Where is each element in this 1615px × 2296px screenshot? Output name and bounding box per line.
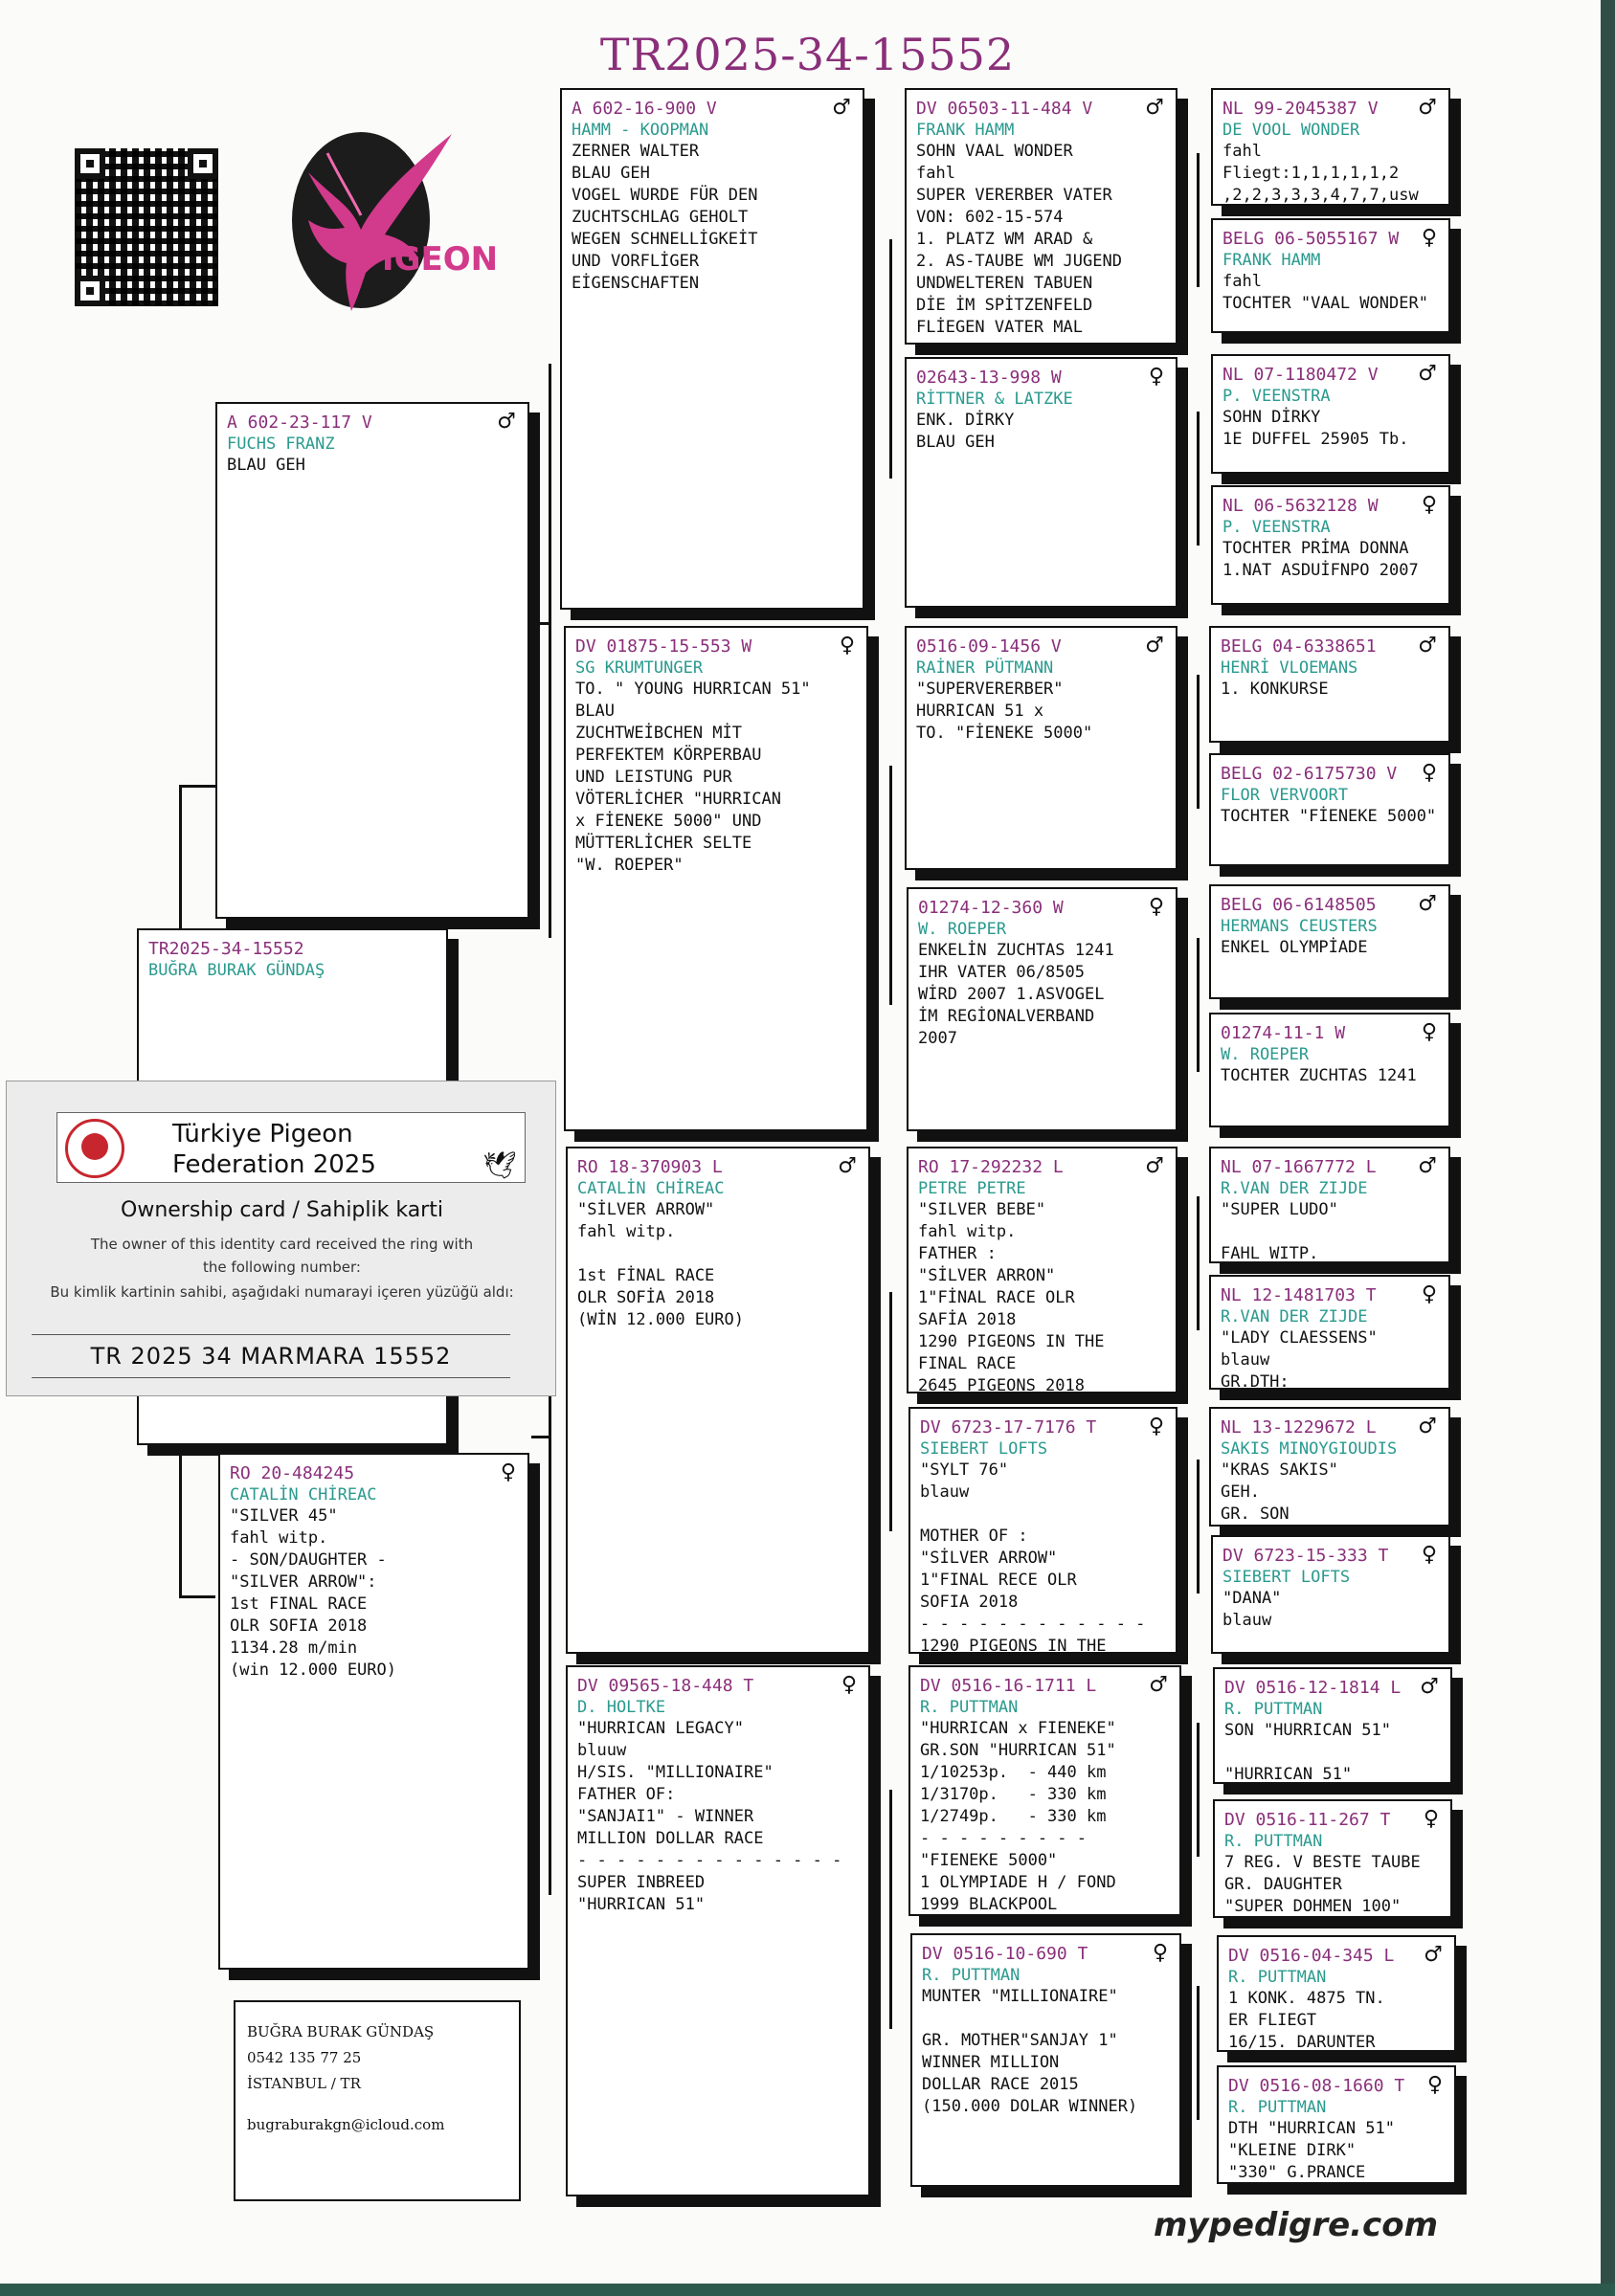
- pigeon-notes: SON "HURRICAN 51" "HURRICAN 51": [1224, 1721, 1391, 1784]
- contact-phone: 0542 135 77 25: [247, 2049, 362, 2066]
- pigeon-notes: MUNTER "MILLIONAIRE" GR. MOTHER"SANJAY 1" WINNER MILLION DOLLAR RACE 2015 (150.000 DOLAR WINNER): [922, 1987, 1138, 2116]
- ring-number: BELG 02-6175730 V: [1221, 764, 1398, 784]
- female-icon: ♀: [500, 1460, 516, 1484]
- ring-number: DV 09565-18-448 T: [577, 1676, 754, 1696]
- ring-number: DV 6723-15-333 T: [1222, 1546, 1389, 1566]
- federation-line-2: Federation 2025: [172, 1150, 376, 1179]
- ring-number: A 602-23-117 V: [227, 412, 372, 433]
- contact-city: İSTANBUL / TR: [247, 2075, 361, 2092]
- g4-box: [1213, 1799, 1452, 1918]
- g4-box: [1211, 354, 1450, 474]
- bottom-strip: [0, 2284, 1615, 2296]
- ring-number: NL 06-5632128 W: [1222, 496, 1379, 516]
- breeder-name: RİTTNER & LATZKE: [916, 390, 1073, 409]
- pigeon-notes: TO. " YOUNG HURRICAN 51" BLAU ZUCHTWEİBCHEN MİT PERFEKTEM KÖRPERBAU UND LEISTUNG PUR VÖTERLİCHER "HURRICAN x FİENEKE 5000" UND MÜTTERLİCHER SELTE "W. ROEPER": [575, 680, 811, 875]
- subject-ring: TR2025-34-15552: [148, 939, 304, 959]
- connector: [179, 785, 215, 788]
- pigeon-notes: SOHN VAAL WONDER fahl SUPER VERERBER VATER VON: 602-15-574 1. PLATZ WM ARAD & 2. AS-TAUBE WM JUGEND UNDWELTEREN TABUEN DİE İM SPİTZENFELD FLİEGEN VATER MAL: [916, 142, 1122, 337]
- breeder-name: D. HOLTKE: [577, 1698, 666, 1717]
- breeder-name: R. PUTTMAN: [922, 1966, 1021, 1985]
- breeder-name: R. PUTTMAN: [1228, 1968, 1327, 1987]
- pigeon-notes: ENK. DİRKY BLAU GEH: [916, 411, 1015, 452]
- male-icon: ♂: [1418, 892, 1437, 916]
- ring-number: BELG 06-6148505: [1221, 895, 1377, 915]
- female-icon: ♀: [839, 634, 855, 658]
- g4-box: [1209, 753, 1450, 866]
- female-icon: ♀: [1148, 365, 1164, 389]
- ring-number: 01274-11-1 W: [1221, 1023, 1346, 1043]
- pigeon-notes: TOCHTER PRİMA DONNA 1.NAT ASDUİFNPO 2007: [1222, 539, 1419, 580]
- granddam-maternal-box: [566, 1665, 870, 2196]
- grandsire-paternal-box: [560, 88, 864, 610]
- pigeon-notes: fahl Fliegt:1,1,1,1,1,2 ,2,2,3,3,3,4,7,7,usw: [1222, 142, 1419, 205]
- breeder-name: FRANK HAMM: [1222, 251, 1321, 270]
- female-icon: ♀: [1421, 1282, 1437, 1306]
- connector: [1197, 1196, 1200, 1330]
- ring-number: DV 0516-08-1660 T: [1228, 2076, 1405, 2096]
- female-icon: ♀: [841, 1673, 857, 1697]
- male-icon: ♂: [1418, 362, 1437, 386]
- connector: [889, 1790, 892, 2029]
- great-grandparent-box: [907, 887, 1178, 1131]
- breeder-name: PETRE PETRE: [918, 1179, 1026, 1198]
- breeder-name: R. PUTTMAN: [1224, 1832, 1323, 1851]
- breeder-name: FRANK HAMM: [916, 121, 1015, 140]
- g4-box: [1209, 1147, 1450, 1263]
- male-icon: ♂: [1418, 634, 1437, 658]
- ring-number: DV 01875-15-553 W: [575, 636, 752, 657]
- breeder-name: P. VEENSTRA: [1222, 518, 1331, 537]
- female-icon: ♀: [1421, 493, 1437, 517]
- pigeon-notes: ZERNER WALTER BLAU GEH VOGEL WURDE FÜR DEN ZUCHTSCHLAG GEHOLT WEGEN SCHNELLİGKEİT UND VORFLİGER EİGENSCHAFTEN: [572, 142, 758, 293]
- g4-box: [1217, 1935, 1456, 2052]
- qr-code-icon: [75, 148, 218, 306]
- breeder-name: FUCHS FRANZ: [227, 435, 335, 454]
- breeder-name: RAİNER PÜTMANN: [916, 658, 1054, 678]
- breeder-name: W. ROEPER: [918, 920, 1007, 939]
- pigeon-notes: TOCHTER "FİENEKE 5000": [1221, 807, 1437, 826]
- pigeon-notes: fahl TOCHTER "VAAL WONDER": [1222, 272, 1428, 313]
- g4-box: [1209, 884, 1450, 999]
- ring-number: NL 99-2045387 V: [1222, 99, 1379, 119]
- contact-email[interactable]: bugraburakgn@icloud.com: [247, 2116, 445, 2133]
- pigeon-notes: "SILVER BEBE" fahl witp. FATHER : "SİLVER ARRON" 1"FİNAL RACE OLR SAFİA 2018 1290 PIGEONS IN THE FINAL RACE 2645 PIGEONS 2018: [918, 1200, 1105, 1395]
- pigeon-notes: BLAU GEH: [227, 456, 305, 475]
- female-icon: ♀: [1148, 895, 1164, 919]
- dam-box: [218, 1453, 529, 1970]
- ring-number: DV 06503-11-484 V: [916, 99, 1093, 119]
- pigeon-notes: 1 KONK. 4875 TN. ER FLIEGT 16/15. DARUNTER: [1228, 1989, 1385, 2052]
- connector: [179, 1595, 215, 1598]
- female-icon: ♀: [1423, 1807, 1439, 1831]
- female-icon: ♀: [1421, 226, 1437, 250]
- ring-number: DV 0516-04-345 L: [1228, 1946, 1395, 1966]
- breeder-name: FLOR VERVOORT: [1221, 786, 1349, 805]
- federation-emblem-icon: [65, 1119, 124, 1178]
- female-icon: ♀: [1152, 1941, 1168, 1965]
- breeder-name: R.VAN DER ZIJDE: [1221, 1307, 1368, 1326]
- female-icon: ♀: [1148, 1415, 1164, 1438]
- breeder-name: HERMANS CEUSTERS: [1221, 917, 1378, 936]
- ring-number: DV 0516-10-690 T: [922, 1944, 1088, 1964]
- federation-name: [172, 1119, 376, 1180]
- connector: [531, 622, 549, 625]
- pigeon-logo-icon: [270, 115, 499, 321]
- male-icon: ♂: [1145, 1154, 1164, 1178]
- breeder-name: R. PUTTMAN: [920, 1698, 1019, 1717]
- pigeon-notes: "SUPER LUDO" FAHL WITP.: [1221, 1200, 1338, 1263]
- female-icon: ♀: [1421, 1543, 1437, 1567]
- breeder-name: HAMM - KOOPMAN: [572, 121, 709, 140]
- pigeon-notes: ENKEL OLYMPİADE: [1221, 938, 1368, 957]
- pigeon-notes: "SİLVER ARROW" fahl witp. 1st FİNAL RACE OLR SOFİA 2018 (WİN 12.000 EURO): [577, 1200, 744, 1329]
- ring-number: A 602-16-900 V: [572, 99, 717, 119]
- g4-box: [1211, 1535, 1450, 1654]
- g4-box: [1217, 2065, 1456, 2184]
- breeder-name: SAKIS MINOYGIOUDIS: [1221, 1439, 1398, 1459]
- pigeon-notes: "HURRICAN LEGACY" bluuw H/SIS. "MILLIONAIRE" FATHER OF: "SANJAI1" - WINNER MILLION DOLLAR RACE - - - - - - - - - - - - - - SUPER INBREED "HURRICAN 51": [577, 1719, 842, 1914]
- great-grandparent-box: [910, 1933, 1181, 2187]
- pigeon-notes: "KRAS SAKIS" GEH. GR. SON: [1221, 1460, 1338, 1524]
- breeder-name: SIEBERT LOFTS: [920, 1439, 1048, 1459]
- male-icon: ♂: [1418, 96, 1437, 120]
- breeder-name: R.VAN DER ZIJDE: [1221, 1179, 1368, 1198]
- female-icon: ♀: [1421, 761, 1437, 785]
- federation-line-1: Türkiye Pigeon: [172, 1120, 353, 1148]
- connector: [549, 364, 551, 938]
- breeder-name: DE VOOL WONDER: [1222, 121, 1360, 140]
- ring-number: BELG 04-6338651: [1221, 636, 1377, 657]
- ring-number: 0516-09-1456 V: [916, 636, 1062, 657]
- ring-number-display: TR 2025 34 MARMARA 15552: [32, 1334, 510, 1378]
- g4-box: [1211, 218, 1450, 333]
- pigeon-notes: DTH "HURRICAN 51" "KLEINE DIRK" "330" G.PRANCE: [1228, 2119, 1395, 2182]
- great-grandparent-box: [908, 1665, 1181, 1916]
- breeder-name: R. PUTTMAN: [1224, 1700, 1323, 1719]
- sire-box: [215, 402, 529, 919]
- ring-number: DV 0516-16-1711 L: [920, 1676, 1097, 1696]
- male-icon: ♂: [1420, 1675, 1439, 1699]
- contact-box: [234, 2000, 521, 2201]
- breeder-name: SIEBERT LOFTS: [1222, 1568, 1351, 1587]
- pigeon-notes: "SILVER 45" fahl witp. - SON/DAUGHTER - "SILVER ARROW": 1st FINAL RACE OLR SOFIA 2018 1134.28 m/min (win 12.000 EURO): [230, 1506, 396, 1680]
- site-link[interactable]: mypedigre.com: [1154, 2206, 1439, 2244]
- subject-owner: BUĞRA BURAK GÜNDAŞ: [148, 961, 325, 980]
- g4-box: [1209, 1013, 1450, 1127]
- breeder-name: CATALİN CHİREAC: [577, 1179, 725, 1198]
- pigeon-notes: "HURRICAN x FIENEKE" GR.SON "HURRICAN 51" 1/10253p. - 440 km 1/3170p. - 330 km 1/2749p. - 330 km - - - - - - - - - "FIENEKE 5000" 1 OLYMPIADE H / FOND 1999 BLACKPOOL: [920, 1719, 1116, 1914]
- breeder-name: SG KRUMTUNGER: [575, 658, 704, 678]
- pigeon-notes: "SUPERVERERBER" HURRICAN 51 x TO. "FİENEKE 5000": [916, 680, 1093, 743]
- g4-box: [1209, 626, 1450, 743]
- page-title: TR2025-34-15552: [599, 29, 1016, 80]
- g4-box: [1211, 485, 1450, 605]
- great-grandparent-box: [907, 1147, 1178, 1393]
- g4-box: [1209, 1407, 1450, 1527]
- ring-number: RO 18-370903 L: [577, 1157, 723, 1177]
- breeder-name: R. PUTTMAN: [1228, 2098, 1327, 2117]
- connector: [889, 239, 892, 479]
- great-grandparent-box: [905, 88, 1178, 345]
- pigeon-notes: SOHN DİRKY 1E DUFFEL 25905 Tb.: [1222, 408, 1409, 449]
- connector: [889, 1292, 892, 1531]
- ring-number: RO 20-484245: [230, 1463, 355, 1483]
- connector: [1197, 412, 1200, 546]
- pigeon-notes: ENKELİN ZUCHTAS 1241 IHR VATER 06/8505 WİRD 2007 1.ASVOGEL İM REGİONALVERBAND 2007: [918, 941, 1114, 1048]
- connector: [1197, 1460, 1200, 1594]
- connector: [1197, 1986, 1200, 2120]
- ring-number: NL 13-1229672 L: [1221, 1417, 1377, 1438]
- great-grandparent-box: [908, 1407, 1178, 1654]
- pigeon-notes: 1. KONKURSE: [1221, 680, 1329, 699]
- connector: [531, 1436, 549, 1438]
- male-icon: ♂: [1145, 634, 1164, 658]
- breeder-name: CATALİN CHİREAC: [230, 1485, 377, 1505]
- breeder-name: W. ROEPER: [1221, 1045, 1310, 1064]
- pigeon-notes: "DANA" blauw: [1222, 1589, 1282, 1630]
- connector: [1197, 1723, 1200, 1857]
- male-icon: ♂: [1424, 1943, 1443, 1967]
- ring-number: NL 12-1481703 T: [1221, 1285, 1377, 1305]
- male-icon: ♂: [838, 1154, 857, 1178]
- pigeon-notes: "LADY CLAESSENS" blauw GR.DTH:: [1221, 1328, 1378, 1392]
- connector: [1197, 153, 1200, 287]
- contact-name: BUĞRA BURAK GÜNDAŞ: [247, 2023, 435, 2040]
- male-icon: ♂: [1149, 1673, 1168, 1697]
- grandsire-maternal-box: [566, 1147, 870, 1654]
- g4-box: [1211, 88, 1450, 206]
- ring-number: DV 0516-11-267 T: [1224, 1810, 1391, 1830]
- card-heading: Ownership card / Sahiplik karti: [121, 1198, 443, 1222]
- ring-number: 01274-12-360 W: [918, 898, 1064, 918]
- breeder-name: P. VEENSTRA: [1222, 387, 1331, 406]
- connector: [1197, 938, 1200, 1072]
- ring-number: NL 07-1667772 L: [1221, 1157, 1377, 1177]
- g4-box: [1213, 1667, 1452, 1784]
- pigeon-icon: 🕊: [482, 1149, 517, 1181]
- great-grandparent-box: [905, 357, 1178, 608]
- male-icon: ♂: [1418, 1154, 1437, 1178]
- ring-number: DV 6723-17-7176 T: [920, 1417, 1097, 1438]
- great-grandparent-box: [905, 626, 1178, 870]
- connector: [1197, 675, 1200, 809]
- card-text-tr: Bu kimlik kartinin sahibi, aşağıdaki numarayi içeren yüzüğü aldı:: [50, 1283, 514, 1301]
- male-icon: ♂: [497, 410, 516, 434]
- ownership-card: [6, 1081, 556, 1396]
- card-text-en-1: The owner of this identity card received the ring with: [90, 1236, 474, 1253]
- federation-header: [56, 1112, 526, 1183]
- card-text-en-2: the following number:: [203, 1259, 361, 1276]
- ring-number: 02643-13-998 W: [916, 368, 1062, 388]
- male-icon: ♂: [1145, 96, 1164, 120]
- female-icon: ♀: [1421, 1020, 1437, 1044]
- ring-number: RO 17-292232 L: [918, 1157, 1064, 1177]
- granddam-paternal-box: [564, 626, 868, 1131]
- pigeon-notes: TOCHTER ZUCHTAS 1241: [1221, 1066, 1417, 1085]
- male-icon: ♂: [832, 96, 851, 120]
- pigeon-notes: 7 REG. V BESTE TAUBE GR. DAUGHTER "SUPER DOHMEN 100": [1224, 1853, 1421, 1916]
- female-icon: ♀: [1426, 2073, 1443, 2097]
- breeder-name: HENRİ VLOEMANS: [1221, 658, 1358, 678]
- ring-number: DV 0516-12-1814 L: [1224, 1678, 1402, 1698]
- g4-box: [1209, 1275, 1450, 1390]
- male-icon: ♂: [1418, 1415, 1437, 1438]
- pigeon-notes: "SYLT 76" blauw MOTHER OF : "SİLVER ARROW" 1"FINAL RECE OLR SOFIA 2018 - - - - - - - - - - - - 1290 PIGEONS IN THE: [920, 1460, 1146, 1656]
- ring-number: BELG 06-5055167 W: [1222, 229, 1400, 249]
- connector: [889, 766, 892, 1005]
- logo-text: PIGEON: [358, 240, 499, 279]
- ring-number: NL 07-1180472 V: [1222, 365, 1379, 385]
